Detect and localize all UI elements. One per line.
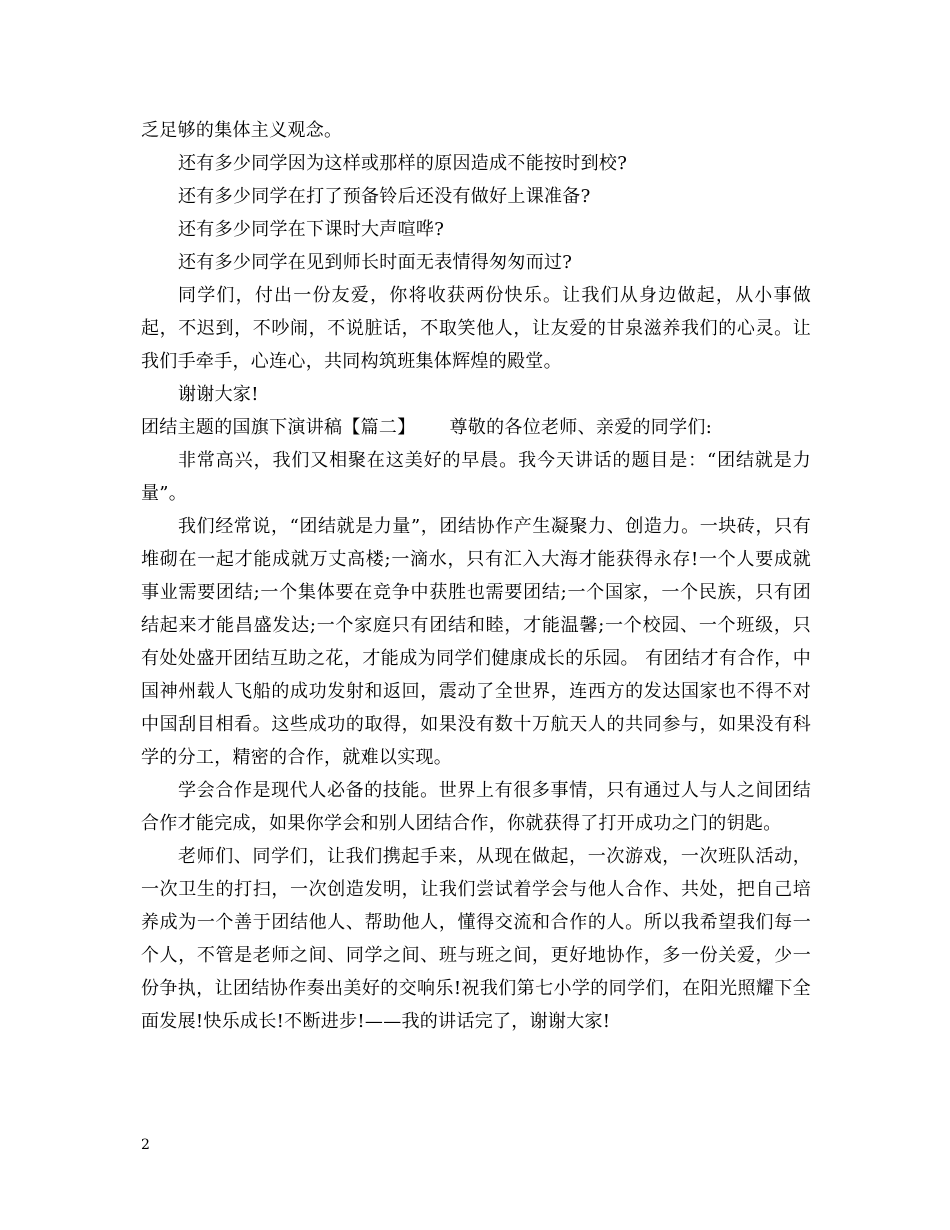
paragraph-10: 学会合作是现代人必备的技能。世界上有很多事情，只有通过人与人之间团结合作才能完成，如果你学会和别人团结合作，你就获得了打开成功之门的钥匙。 (141, 780, 811, 834)
salutation: 尊敬的各位老师、亲爱的同学们: (449, 417, 713, 438)
paragraph-3: 还有多少同学在打了预备铃后还没有做好上课准备? (178, 186, 591, 207)
paragraph-7: 谢谢大家! (178, 384, 259, 405)
paragraph-2: 还有多少同学因为这样或那样的原因造成不能按时到校? (178, 153, 628, 174)
paragraph-6: 同学们，付出一份友爱，你将收获两份快乐。让我们从身边做起，从小事做起，不迟到，不吵闹，不说脏话，不取笑他人，让友爱的甘泉滋养我们的心灵。让我们手牵手，心连心，共同构筑班集体辉煌的殿堂。 (141, 285, 811, 372)
section-heading-line (141, 411, 811, 444)
paragraph-8: 非常高兴，我们又相聚在这美好的早晨。我今天讲话的题目是：“团结就是力量”。 (141, 450, 811, 504)
paragraph-1: 乏足够的集体主义观念。 (141, 120, 343, 141)
page-number: 2 (141, 1137, 150, 1153)
section-title: 团结主题的国旗下演讲稿【篇二】 (141, 417, 416, 438)
paragraph-9: 我们经常说，“团结就是力量”，团结协作产生凝聚力、创造力。一块砖，只有堆砌在一起才能成就万丈高楼;一滴水，只有汇入大海才能获得永存!一个人要成就事业需要团结;一个集体要在竞争中获胜也需要团结;一个国家，一个民族，只有团结起来才能昌盛发达;一个家庭只有团结和睦，才能温馨;一个校园、一个班级，只有处处盛开团结互助之花，才能成为同学们健康成长的乐园。 有团结才有合作，中国神州载人飞船的成功发射和返回，震动了全世界，连西方的发达国家也不得不对中国刮目相看。这些成功的取得，如果没有数十万航天人的共同参与，如果没有科学的分工，精密的合作，就难以实现。 (141, 516, 811, 768)
document-body (141, 114, 811, 1038)
paragraph-11: 老师们、同学们，让我们携起手来，从现在做起，一次游戏，一次班队活动，一次卫生的打扫，一次创造发明，让我们尝试着学会与他人合作、共处，把自己培养成为一个善于团结他人、帮助他人，懂得交流和合作的人。所以我希望我们每一个人，不管是老师之间、同学之间、班与班之间，更好地协作，多一份关爱，少一份争执，让团结协作奏出美好的交响乐!祝我们第七小学的同学们，在阳光照耀下全面发展!快乐成长!不断进步!——我的讲话完了，谢谢大家! (141, 846, 811, 1032)
paragraph-5: 还有多少同学在见到师长时面无表情得匆匆而过? (178, 252, 573, 273)
paragraph-4: 还有多少同学在下课时大声喧哗? (178, 219, 445, 240)
